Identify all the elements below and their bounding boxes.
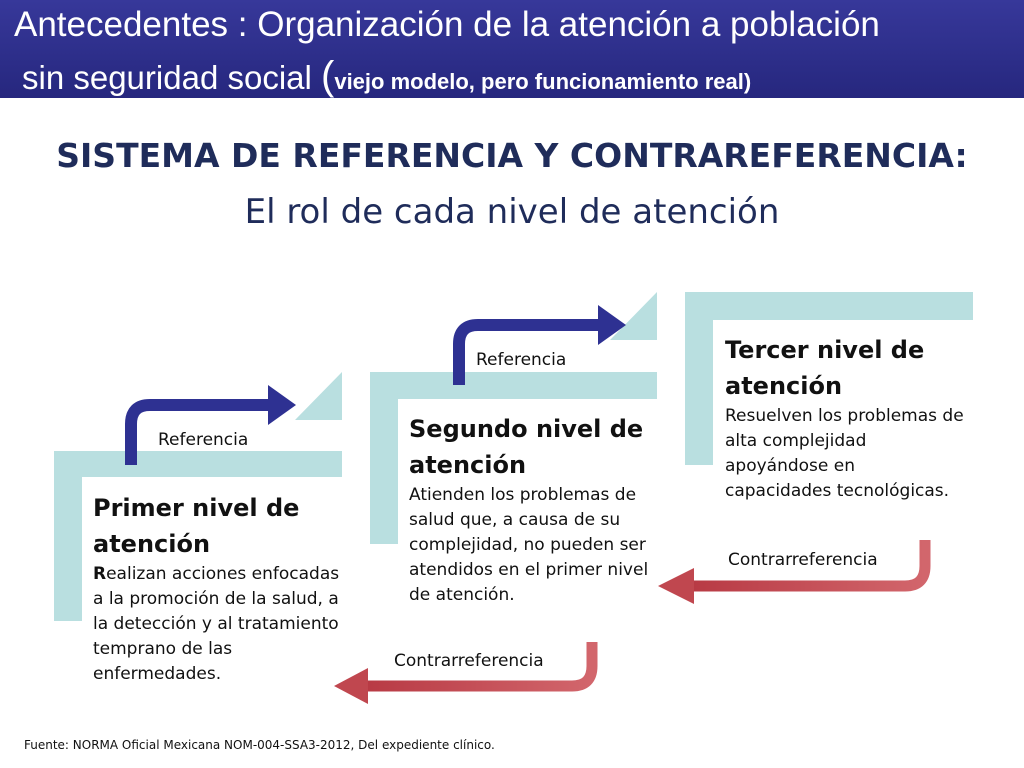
level-1-text-initial: R bbox=[93, 564, 107, 584]
diagram-subtitle: El rol de cada nivel de atención bbox=[244, 192, 780, 232]
level-2-heading: Segundo nivel de atención bbox=[409, 415, 644, 479]
level-1-heading: Primer nivel de atención bbox=[93, 494, 300, 558]
contrarreferencia-label-1: Contrarreferencia bbox=[394, 651, 544, 671]
level-1-text-rest: ealizan acciones enfocadas a la promoción de la salud, a la detección y al tratamiento temprano de las enfermedades. bbox=[93, 564, 340, 684]
diagram-title: SISTEMA DE REFERENCIA Y CONTRAREFERENCIA: bbox=[56, 136, 968, 175]
source-footnote: Fuente: NORMA Oficial Mexicana NOM-004-SSA3-2012, Del expediente clínico. bbox=[24, 738, 495, 752]
level-2-block bbox=[409, 411, 649, 608]
header-paren: ( bbox=[321, 54, 335, 98]
level-3-text: Resuelven los problemas de alta complejidad apoyándose en capacidades tecnológicas. bbox=[725, 406, 964, 501]
level-1-block bbox=[93, 490, 341, 687]
header-title-line1: Antecedentes : Organización de la atención a población bbox=[14, 5, 880, 44]
header-line2-main: sin seguridad social bbox=[22, 59, 321, 96]
level-3-heading: Tercer nivel de atención bbox=[725, 336, 925, 400]
level-1-text bbox=[93, 562, 341, 687]
level-3-block bbox=[725, 332, 965, 504]
contrarreferencia-label-2: Contrarreferencia bbox=[728, 550, 878, 570]
level-2-text: Atienden los problemas de salud que, a causa de su complejidad, no pueden ser atendidos en el primer nivel de atención. bbox=[409, 485, 649, 605]
header-line2-note: viejo modelo, pero funcionamiento real) bbox=[334, 69, 752, 94]
referencia-label-1: Referencia bbox=[158, 430, 249, 450]
referencia-label-2: Referencia bbox=[476, 350, 567, 370]
